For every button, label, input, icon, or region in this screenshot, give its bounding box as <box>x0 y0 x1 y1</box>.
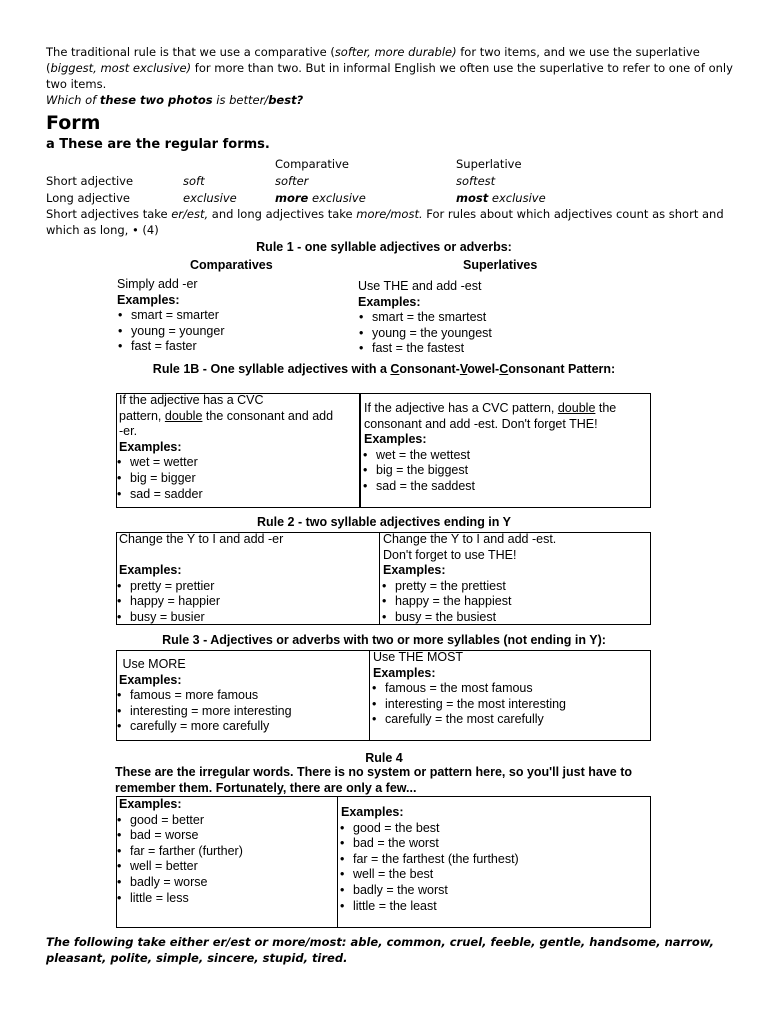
list-item: • bad = worse <box>116 828 335 844</box>
rule1-left-intro: Simply add -er <box>117 277 198 291</box>
list-item: • big = bigger <box>116 471 359 487</box>
sup-rest: exclusive <box>488 191 546 205</box>
form-heading: Form <box>46 112 101 134</box>
rule3-left-intro: Use MORE <box>119 657 186 671</box>
rule1-title: Rule 1 - one syllable adjectives or adverbs: <box>256 240 512 254</box>
note-a: Short adjectives take <box>46 207 172 221</box>
rule2-right-intro2: Don't forget to use THE! <box>383 547 517 562</box>
list-item: • pretty = prettier <box>116 579 377 595</box>
list-item: • badly = the worst <box>339 883 647 899</box>
rule1-left <box>117 277 347 355</box>
rule4-left-list <box>116 813 335 907</box>
rule2-right-list <box>381 579 648 626</box>
t-e: onsonant Pattern: <box>508 362 616 376</box>
list-item: • little = the least <box>339 899 647 915</box>
rule1-right-list <box>358 310 618 357</box>
part-underline: double <box>557 401 596 415</box>
list-item: • interesting = the most interesting <box>371 697 648 713</box>
rule2-right <box>383 532 648 626</box>
sup-bold: most <box>456 191 489 205</box>
q-a: Which of <box>46 93 100 107</box>
part: the consonant and add <box>202 408 334 423</box>
rule4-right-examples: Examples: <box>341 805 404 819</box>
list-item: • badly = worse <box>116 875 335 891</box>
list-item: • busy = the busiest <box>381 610 648 626</box>
row-sup <box>456 190 546 207</box>
rule3-right-list <box>371 681 648 728</box>
intro-example-1: softer, more durable) <box>334 45 457 59</box>
list-item: • far = the farthest (the furthest) <box>339 852 647 868</box>
rule4-title: Rule 4 <box>365 751 403 765</box>
rule3-title: Rule 3 - Adjectives or adverbs with two or more syllables (not ending in Y): <box>162 633 606 647</box>
part-underline: double <box>164 408 203 423</box>
list-item: • pretty = the prettiest <box>381 579 648 595</box>
short-long-note <box>46 206 736 238</box>
list-item: • young = the youngest <box>358 326 618 342</box>
t-a: Rule 1B - One syllable adjectives with a <box>152 362 391 376</box>
final-note: The following take either er/est or more/most: able, common, cruel, feeble, gentle, handsome, narrow, pleasant, polite, simple, sincere, stupid, tired. <box>46 935 715 965</box>
rule4-left <box>119 797 335 906</box>
rule3-right <box>373 650 648 728</box>
note-d: more/most. <box>356 207 423 221</box>
list-item: • carefully = the most carefully <box>371 712 648 728</box>
list-item: • interesting = more interesting <box>116 704 367 720</box>
t-v: V <box>459 362 468 376</box>
forms-table <box>46 156 606 207</box>
list-item: • sad = sadder <box>116 487 359 503</box>
rule1-head-superlatives: Superlatives <box>463 258 538 272</box>
list-item: • famous = the most famous <box>371 681 648 697</box>
rule3-left <box>119 657 367 735</box>
row-comp <box>275 190 366 207</box>
part: the <box>595 401 617 415</box>
list-item: • well = better <box>116 859 335 875</box>
rule2-right-examples: Examples: <box>383 563 446 578</box>
rule2-left-intro: Change the Y to I and add -er <box>119 532 284 546</box>
list-item: • far = farther (further) <box>116 844 335 860</box>
note-b: er/est, <box>171 207 209 221</box>
list-item: • well = the best <box>339 867 647 883</box>
row-base: soft <box>183 174 205 188</box>
rule3-right-intro: Use THE MOST <box>373 650 464 664</box>
line: -er. <box>119 424 138 439</box>
rule1-left-list <box>117 308 347 355</box>
forms-table-header <box>46 156 606 173</box>
list-item: • carefully = more carefully <box>116 719 367 735</box>
forms-row-long <box>46 190 606 207</box>
line: consonant and add -est. Don't forget THE! <box>364 416 598 431</box>
line <box>364 401 649 417</box>
list-item: • bad = the worst <box>339 836 647 852</box>
list-item: • young = younger <box>117 324 347 340</box>
intro-question <box>46 93 303 107</box>
head-superlative: Superlative <box>456 157 522 171</box>
list-item: • wet = the wettest <box>362 448 649 464</box>
list-item: • wet = wetter <box>116 455 359 471</box>
note-c: and long adjectives take <box>208 207 357 221</box>
row-sup: softest <box>456 174 496 188</box>
rule1b-left-examples: Examples: <box>119 439 182 454</box>
rule3-left-list <box>116 688 367 735</box>
list-item: • little = less <box>116 891 335 907</box>
row-comp: softer <box>275 174 309 188</box>
forms-row-short <box>46 173 606 190</box>
rule1-right-examples: Examples: <box>358 294 421 309</box>
rule4-description: These are the irregular words. There is no system or pattern here, so you'll just have to remember them. Fortunately, there are only a few... <box>115 765 633 795</box>
rule2-title: Rule 2 - two syllable adjectives ending in Y <box>256 515 511 529</box>
list-item: • fast = the fastest <box>358 341 618 357</box>
rule1-left-examples: Examples: <box>117 292 180 307</box>
list-item: • fast = faster <box>117 339 347 355</box>
rule2-right-intro: Change the Y to I and add -est. <box>383 532 557 546</box>
q-b: these two photos <box>99 93 213 107</box>
row-label: Short adjective <box>46 174 134 188</box>
head-comparative: Comparative <box>275 157 349 171</box>
intro-paragraph <box>46 44 736 108</box>
rule3-left-examples: Examples: <box>119 672 182 687</box>
list-item: • famous = more famous <box>116 688 367 704</box>
line: If the adjective has a CVC <box>119 393 264 407</box>
rule1b-left <box>119 393 359 502</box>
spacer <box>119 548 377 564</box>
comp-rest: exclusive <box>308 191 366 205</box>
list-item: • happy = happier <box>116 594 377 610</box>
comp-bold: more <box>275 191 309 205</box>
note-e: For rules about which adjectives count as short and which as long, • (4) <box>46 207 724 237</box>
list-item: • big = the biggest <box>362 463 649 479</box>
t-c: C <box>390 362 400 376</box>
rule1-right <box>358 279 618 357</box>
list-item: • sad = the saddest <box>362 479 649 495</box>
rule1b-right <box>364 401 649 495</box>
rule2-left-examples: Examples: <box>119 563 182 578</box>
list-item: • good = the best <box>339 821 647 837</box>
rule1b-right-examples: Examples: <box>364 432 427 447</box>
intro-text-2: for two items, and we use the superlative ( <box>46 45 700 75</box>
rule1b-title <box>0 362 768 376</box>
list-item: • smart = smarter <box>117 308 347 324</box>
rule3-right-examples: Examples: <box>373 665 436 680</box>
rule4-right-list <box>339 821 647 915</box>
part: pattern, <box>119 408 165 423</box>
list-item: • happy = the happiest <box>381 594 648 610</box>
row-base: exclusive <box>183 191 237 205</box>
list-item: • smart = the smartest <box>358 310 618 326</box>
t-d: owel- <box>467 362 500 376</box>
q-d: best? <box>268 93 304 107</box>
intro-text-1: The traditional rule is that we use a comparative ( <box>46 45 335 59</box>
intro-example-2: biggest, most exclusive) <box>50 61 192 75</box>
rule1b-left-list <box>116 455 359 502</box>
part: If the adjective has a CVC pattern, <box>364 401 558 415</box>
intro-text-3: for more than two. But in informal English we often use the superlative to refer to one of only two items. <box>46 61 733 91</box>
rule2-left <box>119 532 377 626</box>
line <box>119 409 359 425</box>
list-item: • busy = busier <box>116 610 377 626</box>
rule4-left-examples: Examples: <box>119 797 182 811</box>
t-b: onsonant- <box>399 362 460 376</box>
rule4-right <box>341 805 647 914</box>
t-c2: C <box>499 362 509 376</box>
q-c: is better/ <box>212 93 269 107</box>
rule1-head-comparatives: Comparatives <box>190 258 273 272</box>
regular-forms-heading: a These are the regular forms. <box>46 137 270 152</box>
rule1b-right-list <box>362 448 649 495</box>
list-item: • good = better <box>116 813 335 829</box>
row-label: Long adjective <box>46 191 131 205</box>
rule1-right-intro: Use THE and add -est <box>358 279 482 293</box>
rule2-left-list <box>116 579 377 626</box>
